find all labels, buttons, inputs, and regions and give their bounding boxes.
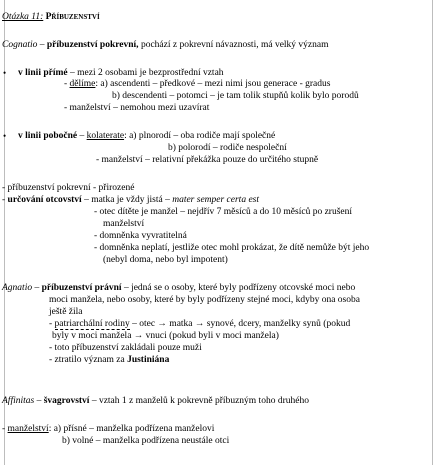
ztratilo-pre: - ztratilo význam za	[49, 355, 128, 365]
cognatio-bold: příbuzenství pokrevní,	[46, 40, 139, 50]
affinitas-rest: – vztah 1 z manželů k pokrevně příbuzným toho druhého	[89, 396, 309, 406]
patriarchalni-line	[49, 318, 350, 330]
bullet-glyph: •	[3, 68, 7, 78]
domnenka-line: - domněnka vyvratitelná	[94, 231, 187, 241]
patriarchalni-label: patriarchální rodiny	[54, 319, 130, 329]
descendenti-line: b) descendenti – potomci – je tam tolik stupňů kolik bylo porodů	[112, 91, 359, 101]
agnatio-dash: –	[32, 283, 42, 293]
manzelstvi-label: manželství	[7, 424, 49, 434]
affinitas-dash: –	[34, 396, 44, 406]
delime-pre: -	[64, 79, 70, 89]
manzelstvi-line	[2, 423, 214, 435]
linie-pobocne-rest: : a) plnorodí – oba rodiče mají společné	[124, 131, 276, 141]
justinian-name: Justiniána	[127, 355, 170, 365]
patriarchalni-pre: -	[49, 319, 55, 329]
agnatio-rest: – jedná se o osoby, které byly podřízeny otcovské moci nebo	[121, 283, 356, 293]
patriarchalni-cont: byly v moci manžela → vnuci (pokud byli v moci manžela)	[52, 331, 279, 341]
linie-prime-pre: v	[18, 68, 26, 78]
domnenka-neplati-line: - domněnka neplatí, jestliže otec mohl prokázat, že dítě nemůže být jeho	[94, 243, 370, 253]
urcovani-otcovstvi-line	[2, 194, 259, 206]
manzelstvi-volne-line: b) volné – manželka podřízena neustále otci	[62, 436, 230, 446]
linie-pobocne-pre: v	[18, 131, 26, 141]
affinitas-bold: švagrovství	[43, 396, 90, 406]
linie-pobocne-line	[18, 130, 275, 142]
manzelstvi-rest: : a) přísné – manželka podřízena manželovi	[48, 424, 215, 434]
heading-prefix: Otázka 11:	[2, 12, 44, 22]
manzelstvi-prime-line: - manželství – nemohou mezi uzavírat	[64, 103, 210, 113]
cognatio-term: Cognatio	[2, 40, 38, 50]
linie-prime-rest: – mezi 2 osobami je bezprostřední vztah	[67, 68, 224, 78]
heading-title: Příbuzenství	[45, 12, 100, 22]
otec-manzel-cont: manželství	[103, 219, 145, 229]
cognatio-dash: –	[37, 40, 47, 50]
agnatio-cont: ještě žila	[49, 307, 83, 317]
urcovani-pre: -	[2, 195, 8, 205]
linie-pobocne-bold: linii pobočné	[25, 131, 78, 141]
delime-label: dělíme	[69, 79, 96, 89]
manzelstvi-pre: -	[2, 424, 8, 434]
cognatio-definition	[2, 39, 329, 51]
urcovani-bold: určování otcovství	[7, 195, 82, 205]
polorodi-line: b) polorodí – rodiče nespoleční	[168, 143, 287, 153]
margin-line	[432, 0, 433, 465]
urcovani-mid: – matka je vždy jistá –	[81, 195, 173, 205]
agnatio-bold: příbuzenství právní	[41, 283, 122, 293]
urcovani-latin: mater semper certa est	[172, 195, 260, 205]
delime-rest: : a) ascendenti – předkové – mezi nimi jsou generace - gradus	[95, 79, 331, 89]
zakladali-line: - toto příbuzenství zakládali pouze muži	[49, 343, 202, 353]
agnatio-term: Agnatio	[2, 283, 33, 293]
document-heading	[2, 11, 100, 23]
pribuzenstvi-pokrevni-line: - příbuzenství pokrevní - přirozené	[2, 183, 135, 193]
affinitas-term: Affinitas	[2, 396, 35, 406]
cognatio-rest: pochází z pokrevní návaznosti, má velký význam	[138, 40, 329, 50]
kolaterate-label: kolaterate	[86, 131, 125, 141]
otec-manzel-line: - otec dítěte je manžel – nejdřív 7 měsíců a do 10 měsíců po zrušení	[94, 207, 352, 217]
delime-line	[64, 78, 330, 90]
affinitas-definition	[2, 395, 309, 407]
domnenka-neplati-cont: (nebyl doma, nebo byl impotent)	[103, 255, 228, 265]
bullet-glyph: •	[3, 131, 7, 141]
agnatio-cont: moci manžela, nebo osoby, které by byly podřízeny stejné moci, kdyby ona osoba	[49, 295, 360, 305]
linie-prime-bold: linii přímé	[25, 68, 68, 78]
ztratilo-line	[49, 354, 169, 366]
patriarchalni-rest: – otec → matka → synové, dcery, manželky synů (pokud	[129, 319, 351, 329]
linie-pobocne-dash: –	[77, 131, 87, 141]
agnatio-definition	[2, 282, 355, 294]
manzelstvi-pobocne-line: - manželství – relativní překážka pouze do určitého stupně	[96, 155, 319, 165]
